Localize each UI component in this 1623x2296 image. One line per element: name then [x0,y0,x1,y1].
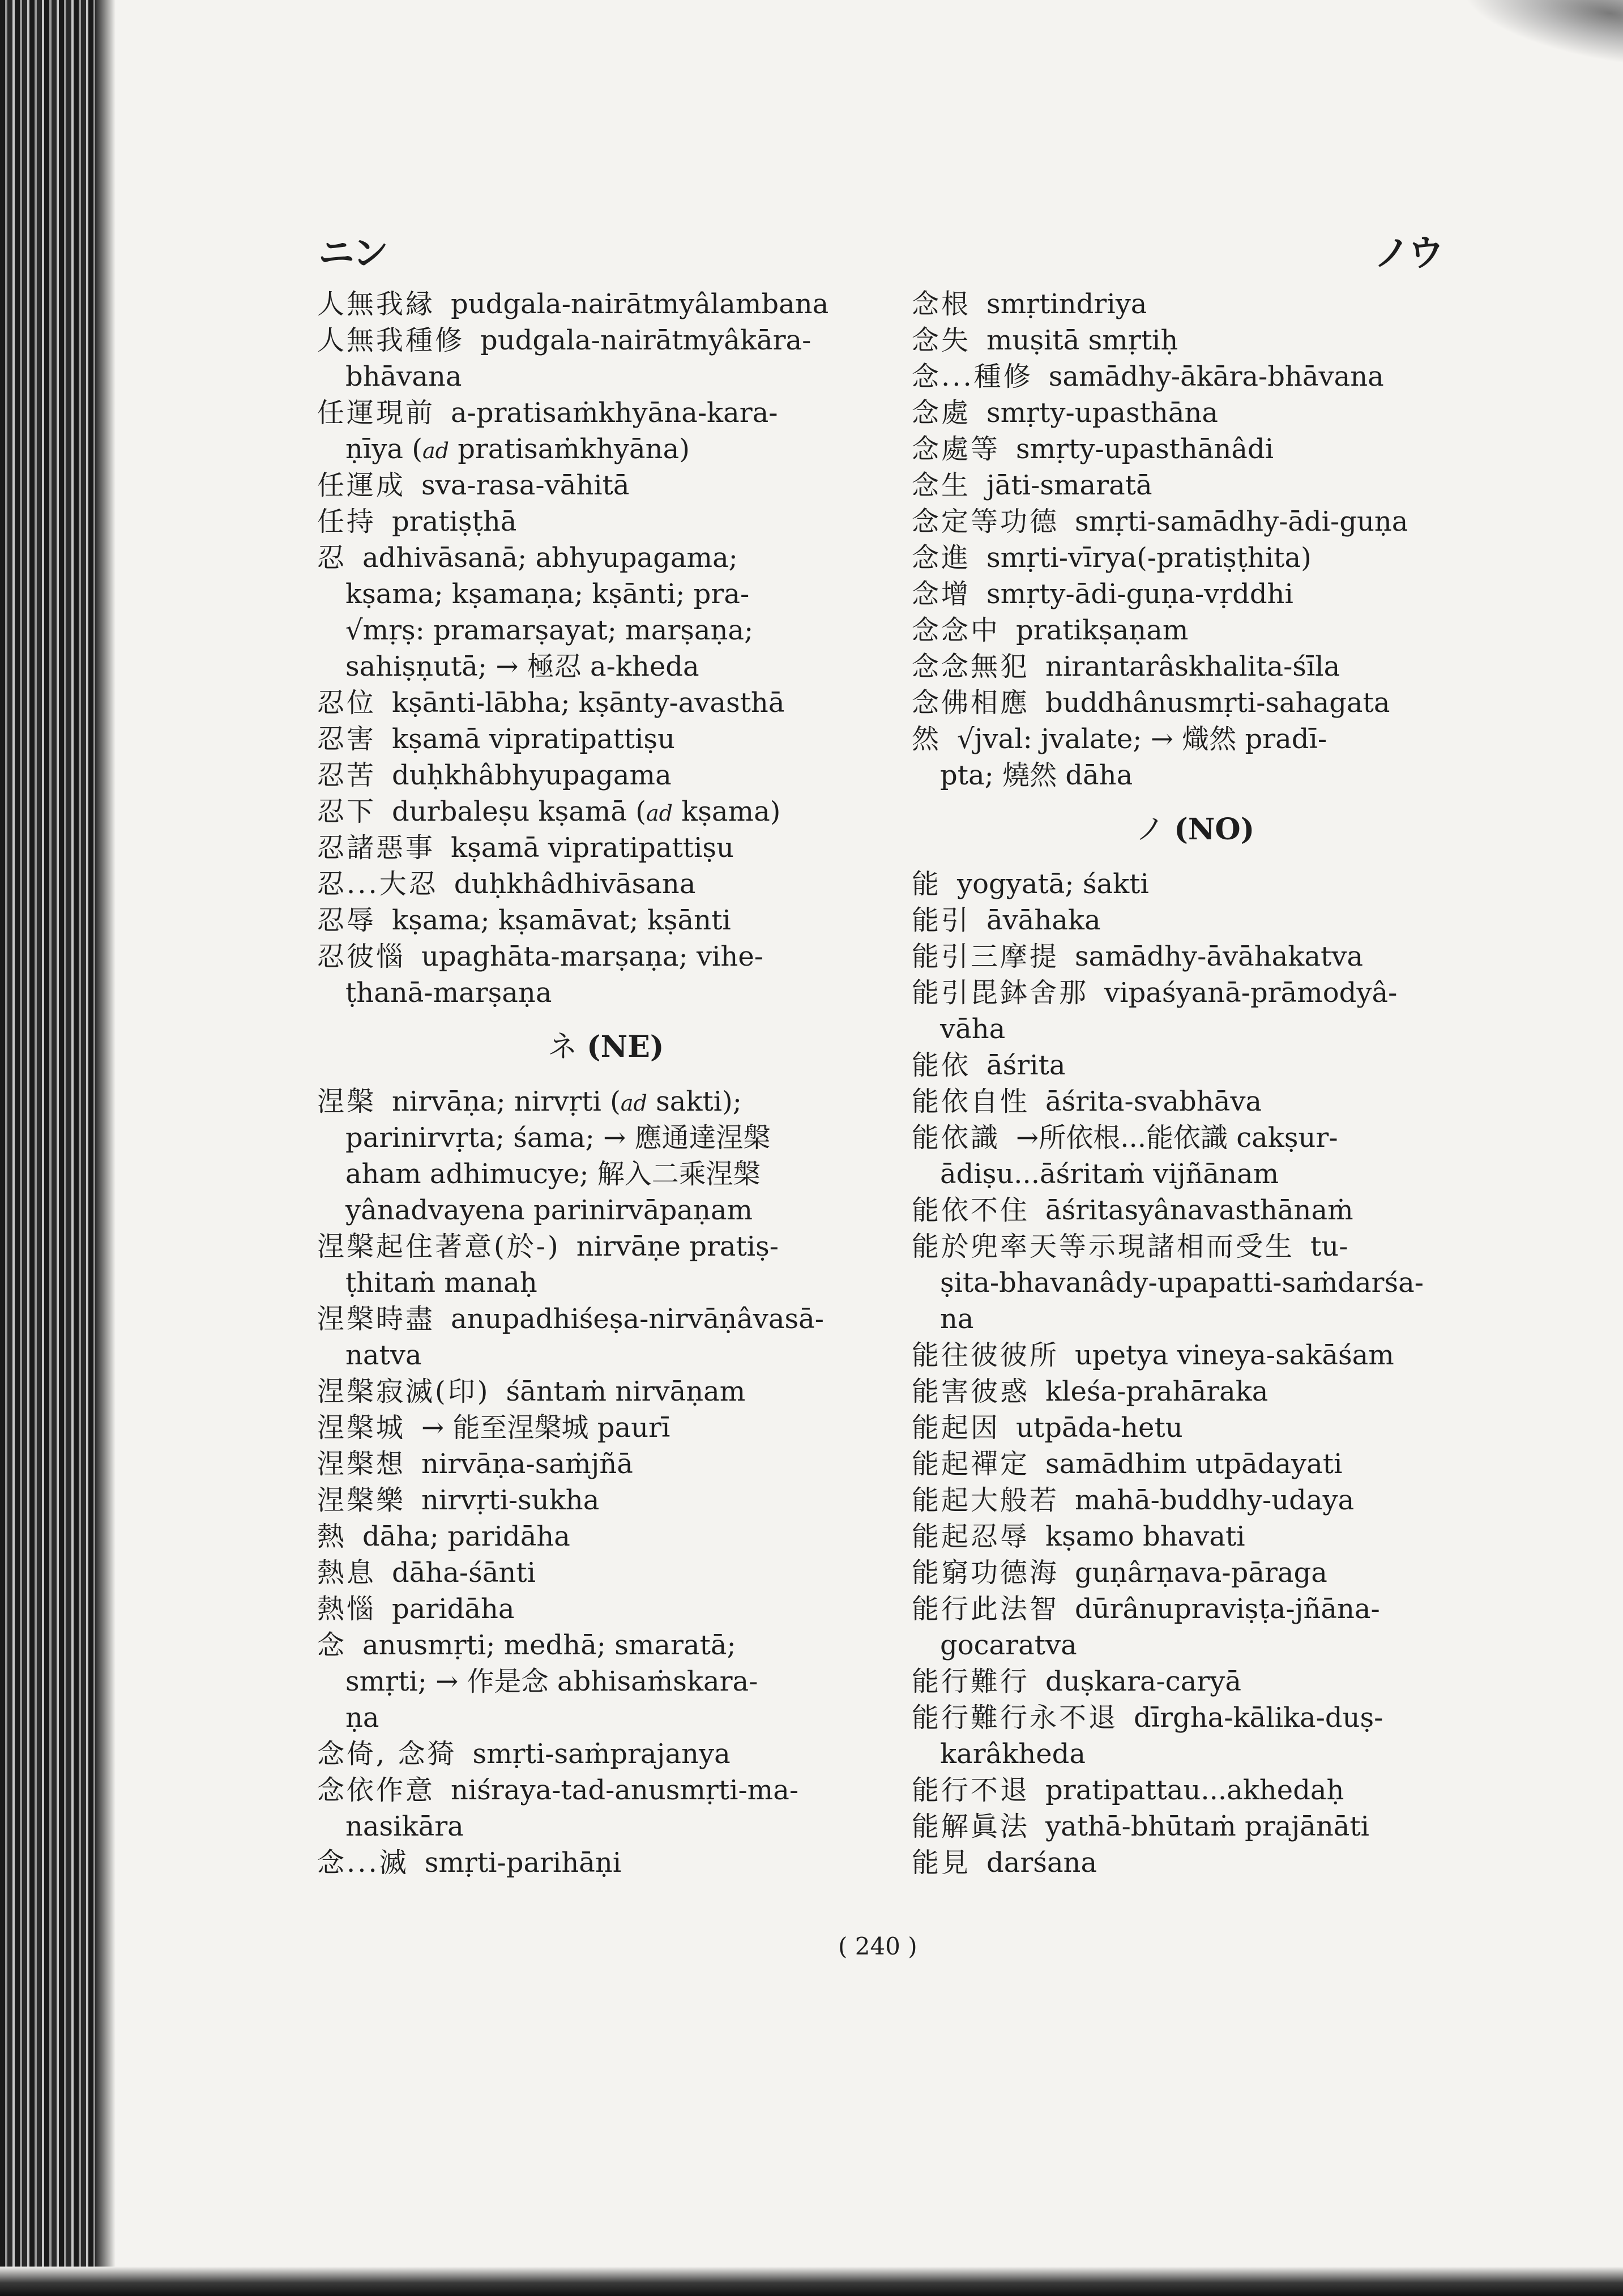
headword: 能起因 [912,1412,1001,1444]
dictionary-entry [912,395,1478,431]
headword: 忍諸惡事 [317,832,435,864]
headword: 涅槃起住著意(於-) [317,1231,561,1262]
dictionary-entry [912,503,1478,540]
sanskrit-gloss: tu- [1310,1231,1348,1262]
sanskrit-gloss: dāha; paridāha [362,1521,570,1552]
entry-continuation [912,1156,1478,1192]
gloss-continuation: nasikāra [345,1811,464,1842]
gloss-continuation: ṭhanā-marṣaṇa [345,977,552,1009]
headword: 能引三摩提 [912,941,1060,972]
dictionary-entry [912,1192,1478,1228]
dictionary-entry [912,938,1478,975]
headword: 任運成 [317,470,406,501]
headword: 能引 [912,904,971,936]
dictionary-entry [317,1845,895,1881]
gloss-continuation: pta; 燒然 dāha [940,759,1133,791]
entry-continuation [912,1265,1478,1301]
gloss-continuation: √mṛṣ: pramarṣayat; marṣaṇa; [345,614,754,646]
dictionary-entry [317,286,895,322]
headword: 忍位 [317,687,377,719]
headword: 任運現前 [317,397,435,429]
sanskrit-gloss: smṛtindriya [986,288,1147,320]
headword: 熱 [317,1521,347,1552]
headword: 忍下 [317,796,377,827]
headword: 能行難行 [912,1666,1030,1697]
dictionary-entry [912,721,1478,757]
gloss-continuation: ṭhitaṁ manaḥ [345,1267,537,1299]
entry-continuation [317,612,895,648]
sanskrit-gloss: smṛty-ādi-guṇa-vṛddhi [986,578,1293,610]
gloss-text: sakti); [647,1086,742,1117]
headword: 念依作意 [317,1774,435,1806]
dictionary-entry [317,721,895,757]
headword: 能起大般若 [912,1484,1060,1516]
gloss-text: durbaleṣu kṣamā ( [392,796,646,827]
dictionary-entry [912,322,1478,359]
headword: 能依 [912,1049,971,1081]
sanskrit-gloss: pudgala-nairātmyâkāra- [480,325,812,356]
sanskrit-gloss: √jval: jvalate; → 熾然 pradī- [957,723,1327,755]
page-number: ( 240 ) [838,1932,917,1960]
headword: 念根 [912,288,971,320]
dictionary-entry [317,830,895,866]
scan-corner-shadow [1454,0,1623,67]
dictionary-entry [317,1772,895,1808]
dictionary-entry [912,540,1478,576]
headword: 能依識 [912,1122,1001,1154]
headword: 涅槃樂 [317,1484,406,1516]
dictionary-entry [912,1373,1478,1410]
gloss-continuation: smṛti; → 作是念 abhisaṁskara- [345,1666,758,1697]
running-head-left: ニン [318,233,386,275]
gloss-continuation: na [940,1303,974,1335]
sanskrit-gloss: pudgala-nairātmyâlambana [451,288,829,320]
dictionary-entry [912,1772,1478,1808]
dictionary-entry [912,1808,1478,1845]
headword: 念念無犯 [912,651,1030,682]
headword: 能於兜率天等示現諸相而受生 [912,1231,1295,1262]
abbreviation: ad [620,1091,647,1116]
sanskrit-gloss: pratikṣaṇam [1016,614,1189,646]
dictionary-entry [317,757,895,793]
sanskrit-gloss: smṛti-samādhy-ādi-guṇa [1075,506,1408,537]
headword: 念處 [912,397,971,429]
entry-continuation [317,1808,895,1845]
dictionary-entry [912,1663,1478,1700]
entry-continuation [317,576,895,612]
sanskrit-gloss: śāntaṁ nirvāṇam [506,1376,746,1407]
headword: 忍害 [317,723,377,755]
sanskrit-gloss: nirantarâskhalita-śīla [1045,651,1340,682]
headword: 念...滅 [317,1847,409,1879]
gloss-continuation: ṇa [345,1702,379,1734]
gloss-continuation: karâkheda [940,1738,1086,1770]
entry-continuation [912,1627,1478,1663]
gloss-continuation: bhāvana [345,361,462,392]
headword: 忍...大忍 [317,868,438,900]
headword: 人無我縁 [317,288,435,320]
sanskrit-gloss: niśraya-tad-anusmṛti-ma- [451,1774,799,1806]
dictionary-entry [317,902,895,938]
headword: 忍彼惱 [317,941,406,972]
dictionary-entry [912,866,1478,902]
section-romanization: (NE) [587,1030,664,1064]
sanskrit-gloss: kṣama; kṣamāvat; kṣānti [392,904,731,936]
headword: 涅槃 [317,1086,377,1117]
headword: 念...種修 [912,361,1033,392]
dictionary-entry [912,1047,1478,1083]
dictionary-entry [317,793,895,830]
headword: 能害彼惑 [912,1376,1030,1407]
dictionary-entry [912,1700,1478,1736]
headword: 涅槃想 [317,1448,406,1480]
sanskrit-gloss: sva-rasa-vāhitā [421,470,630,501]
sanskrit-gloss: smṛty-upasthānâdi [1016,433,1274,465]
sanskrit-gloss: anusmṛti; medhā; smaratā; [362,1629,736,1661]
sanskrit-gloss: jāti-smaratā [986,470,1152,501]
headword: 涅槃寂滅(印) [317,1376,490,1407]
dictionary-entry [317,1373,895,1410]
dictionary-entry [317,467,895,503]
sanskrit-gloss: āśritasyânavasthānaṁ [1045,1194,1353,1226]
dictionary-entry [912,1083,1478,1120]
headword: 能依自性 [912,1086,1030,1117]
sanskrit-gloss: smṛti-saṁprajanya [472,1738,731,1770]
sanskrit-gloss: dūrânupraviṣṭa-jñāna- [1075,1593,1380,1625]
dictionary-entry [912,1482,1478,1518]
headword: 能往彼彼所 [912,1339,1060,1371]
headword: 能起禪定 [912,1448,1030,1480]
entry-continuation [912,757,1478,793]
sanskrit-gloss: āśrita-svabhāva [1045,1086,1262,1117]
sanskrit-gloss: → 能至涅槃城 paurī [421,1412,670,1444]
headword: 人無我種修 [317,325,465,356]
dictionary-entry [317,540,895,576]
sanskrit-gloss: utpāda-hetu [1016,1412,1183,1444]
sanskrit-gloss: āvāhaka [986,904,1101,936]
dictionary-entry [912,286,1478,322]
headword: 念念中 [912,614,1001,646]
headword: 能 [912,868,942,900]
sanskrit-gloss: a-pratisaṁkhyāna-kara- [451,397,778,429]
gloss-text: nirvāṇa; nirvṛti ( [392,1086,621,1117]
dictionary-entry [317,322,895,359]
sanskrit-gloss: kleśa-prahāraka [1045,1376,1268,1407]
sanskrit-gloss: guṇârṇava-pāraga [1075,1557,1327,1589]
sanskrit-gloss: duḥkhâdhivāsana [454,868,696,900]
gloss-continuation: vāha [940,1013,1006,1045]
dictionary-entry [317,1591,895,1627]
headword: 念增 [912,578,971,610]
sanskrit-gloss: vipaśyanā-prāmodyâ- [1104,977,1398,1009]
dictionary-entry [912,1845,1478,1881]
entry-continuation [317,1700,895,1736]
section-kana: ノ [1135,813,1165,847]
dictionary-entry [912,1591,1478,1627]
headword: 涅槃時盡 [317,1303,435,1335]
headword: 能見 [912,1847,971,1879]
sanskrit-gloss: anupadhiśeṣa-nirvāṇâvasā- [451,1303,824,1335]
headword: 能窮功德海 [912,1557,1060,1589]
sanskrit-gloss: āśrita [986,1049,1066,1081]
dictionary-entry [912,648,1478,685]
entry-continuation [912,1736,1478,1772]
sanskrit-gloss: mahā-buddhy-udaya [1075,1484,1355,1516]
sanskrit-gloss: smṛti-vīrya(-pratiṣṭhita) [986,542,1312,574]
sanskrit-gloss: pratiṣṭhā [392,506,517,537]
dictionary-entry [317,1228,895,1265]
sanskrit-gloss: smṛty-upasthāna [986,397,1218,429]
sanskrit-gloss: kṣamā vipratipattiṣu [451,832,734,864]
entry-continuation [317,1265,895,1301]
headword: 能行此法智 [912,1593,1060,1625]
entry-continuation [317,1337,895,1373]
headword: 能解眞法 [912,1811,1030,1842]
sanskrit-gloss: dīrgha-kālika-duṣ- [1134,1702,1383,1734]
sanskrit-gloss: yathā-bhūtaṁ prajānāti [1045,1811,1369,1842]
entry-continuation [317,431,895,467]
dictionary-entry [912,975,1478,1011]
dictionary-entry [317,1446,895,1482]
headword: 能依不住 [912,1194,1030,1226]
dictionary-entry [912,1337,1478,1373]
headword: 忍苦 [317,759,377,791]
section-heading [317,1011,895,1083]
sanskrit-gloss: nirvāṇa-saṁjñā [421,1448,633,1480]
sanskrit-gloss: →所依根...能依識 cakṣur- [1016,1122,1338,1154]
headword: 能引毘鉢舍那 [912,977,1089,1009]
dictionary-entry [912,1410,1478,1446]
dictionary-entry [912,1446,1478,1482]
sanskrit-gloss: dāha-śānti [392,1557,536,1589]
dictionary-entry [317,1482,895,1518]
dictionary-entry [912,1518,1478,1555]
gloss-text: kṣama) [672,796,781,827]
gloss-continuation: yânadvayena parinirvāpaṇam [345,1194,753,1226]
right-column [912,286,1478,1881]
binding-shadow [95,0,116,2296]
headword: 念 [317,1629,347,1661]
dictionary-entry [317,1627,895,1663]
headword: 忍辱 [317,904,377,936]
sanskrit-gloss: kṣānti-lābha; kṣānty-avasthā [392,687,785,719]
dictionary-entry [317,866,895,902]
headword: 能起忍辱 [912,1521,1030,1552]
dictionary-entry [317,1555,895,1591]
dictionary-entry [912,1228,1478,1265]
gloss-continuation: natva [345,1339,422,1371]
headword: 念處等 [912,433,1001,465]
sanskrit-gloss: smṛti-parihāṇi [424,1847,622,1879]
gloss-continuation: parinirvṛta; śama; → 應通達涅槃 [345,1122,771,1154]
sanskrit-gloss: pratipattau...akhedaḥ [1045,1774,1344,1806]
dictionary-entry [912,467,1478,503]
entry-continuation [317,975,895,1011]
sanskrit-gloss: upetya vineya-sakāśam [1075,1339,1394,1371]
running-head-right: ノウ [1374,233,1442,275]
abbreviation: ad [646,801,673,826]
headword: 忍 [317,542,347,574]
headword: 念倚, 念猗 [317,1738,457,1770]
gloss-continuation: sahiṣṇutā; → 極忍 a-kheda [345,651,699,682]
abbreviation: ad [422,438,449,463]
entry-continuation [317,1663,895,1700]
dictionary-entry [317,1083,895,1120]
headword: 然 [912,723,942,755]
entry-continuation [317,648,895,685]
entry-continuation [912,1011,1478,1047]
section-heading [912,793,1478,866]
headword: 念生 [912,470,971,501]
headword: 念定等功德 [912,506,1060,537]
gloss-continuation: ādiṣu...āśritaṁ vijñānam [940,1158,1279,1190]
sanskrit-gloss: duṣkara-caryā [1045,1666,1241,1697]
sanskrit-gloss: nirvṛti-sukha [421,1484,600,1516]
gloss-text: pratisaṁkhyāna) [449,433,690,465]
dictionary-entry [912,359,1478,395]
gloss-text: ṇīya ( [345,433,422,465]
dictionary-entry [912,902,1478,938]
dictionary-entry [317,1518,895,1555]
dictionary-entry [317,685,895,721]
section-romanization: (NO) [1174,812,1255,847]
entry-continuation [317,1156,895,1192]
sanskrit-gloss: buddhânusmṛti-sahagata [1045,687,1390,719]
sanskrit-gloss: adhivāsanā; abhyupagama; [362,542,738,574]
dictionary-entry [317,1301,895,1337]
sanskrit-gloss: kṣamā vipratipattiṣu [392,723,675,755]
gloss-continuation: ṣita-bhavanâdy-upapatti-saṁdarśa- [940,1267,1424,1299]
dictionary-entry [912,576,1478,612]
dictionary-entry [317,395,895,431]
headword: 熱惱 [317,1593,377,1625]
headword: 任持 [317,506,377,537]
sanskrit-gloss: kṣamo bhavati [1045,1521,1245,1552]
sanskrit-gloss: yogyatā; śakti [957,868,1149,900]
sanskrit-gloss: muṣitā smṛtiḥ [986,325,1178,356]
entry-continuation [317,359,895,395]
headword: 能行難行永不退 [912,1702,1118,1734]
dictionary-entry [912,685,1478,721]
sanskrit-gloss: nirvāṇe pratiṣ- [576,1231,779,1262]
left-column [317,286,895,1881]
dictionary-entry [317,1736,895,1772]
page-bottom-edge [0,2267,1623,2296]
gloss-continuation: aham adhimucye; 解入二乘涅槃 [345,1158,761,1190]
sanskrit-gloss: samādhim utpādayati [1045,1448,1343,1480]
dictionary-entry [317,503,895,540]
section-kana: ネ [548,1030,578,1064]
sanskrit-gloss: upaghāta-marṣaṇa; vihe- [421,941,763,972]
dictionary-entry [912,1555,1478,1591]
sanskrit-gloss: duḥkhâbhyupagama [392,759,672,791]
entry-continuation [912,1301,1478,1337]
sanskrit-gloss: paridāha [392,1593,515,1625]
headword: 念進 [912,542,971,574]
dictionary-entry [317,1410,895,1446]
dictionary-entry [912,1120,1478,1156]
gloss-continuation: kṣama; kṣamaṇa; kṣānti; pra- [345,578,750,610]
entry-continuation [317,1120,895,1156]
headword: 涅槃城 [317,1412,406,1444]
headword: 熱息 [317,1557,377,1589]
headword: 念失 [912,325,971,356]
sanskrit-gloss: samādhy-ākāra-bhāvana [1048,361,1384,392]
gloss-continuation: gocaratva [940,1629,1077,1661]
sanskrit-gloss: darśana [986,1847,1097,1879]
dictionary-entry [317,938,895,975]
headword: 能行不退 [912,1774,1030,1806]
dictionary-entry [912,612,1478,648]
sanskrit-gloss: samādhy-āvāhakatva [1075,941,1363,972]
entry-continuation [317,1192,895,1228]
dictionary-entry [912,431,1478,467]
headword: 念佛相應 [912,687,1030,719]
